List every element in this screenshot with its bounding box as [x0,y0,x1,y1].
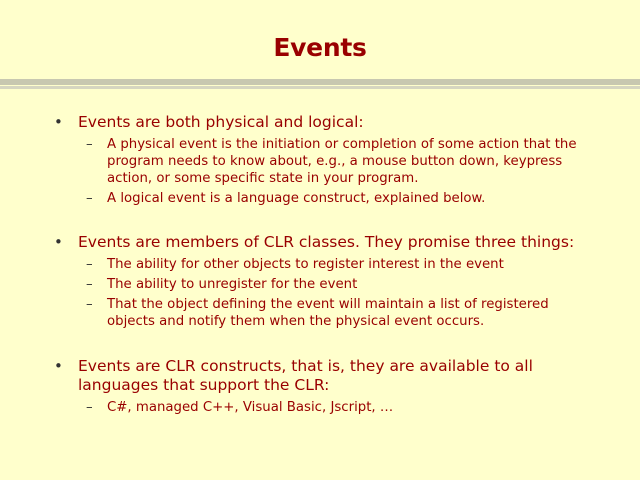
bullet-icon: • [54,233,63,251]
sub-bullet-text: A physical event is the initiation or completion of some action that the program needs to know about, e.g., a mouse button down, keypress action, or some specific state in your program. [107,137,577,186]
slide-title: Events [273,33,367,62]
sub-bullet-text: The ability to unregister for the event [107,277,358,292]
sub-bullet-text: That the object defining the event will maintain a list of registered objects and notify them when the physical event occurs. [107,297,549,329]
sub-bullet-item [0,296,640,330]
sub-bullet-text: A logical event is a language construct, explained below. [107,191,486,206]
bullet-group-2 [0,233,640,330]
bullet-icon: • [54,113,63,131]
sub-bullet-text: The ability for other objects to register interest in the event [107,257,504,272]
bullet-item [0,113,640,132]
dash-icon: – [86,277,93,292]
title-divider-secondary [0,86,640,89]
bullet-text: Events are members of CLR classes. They promise three things: [78,233,575,251]
sub-bullet-item [0,256,640,273]
bullet-item [0,357,640,395]
sub-bullet-item [0,399,640,416]
dash-icon: – [86,137,93,152]
sub-bullet-item [0,136,640,187]
sub-bullet-text: C#, managed C++, Visual Basic, Jscript, … [107,400,394,415]
sub-bullet-item [0,276,640,293]
dash-icon: – [86,257,93,272]
bullet-item [0,233,640,252]
dash-icon: – [86,191,93,206]
bullet-text: Events are both physical and logical: [78,113,364,131]
bullet-text: Events are CLR constructs, that is, they are available to all languages that support the CLR: [78,357,533,394]
bullet-icon: • [54,357,63,375]
bullet-group-1 [0,113,640,207]
title-divider [0,79,640,85]
dash-icon: – [86,297,93,312]
sub-bullet-item [0,190,640,207]
bullet-group-3 [0,357,640,416]
dash-icon: – [86,400,93,415]
